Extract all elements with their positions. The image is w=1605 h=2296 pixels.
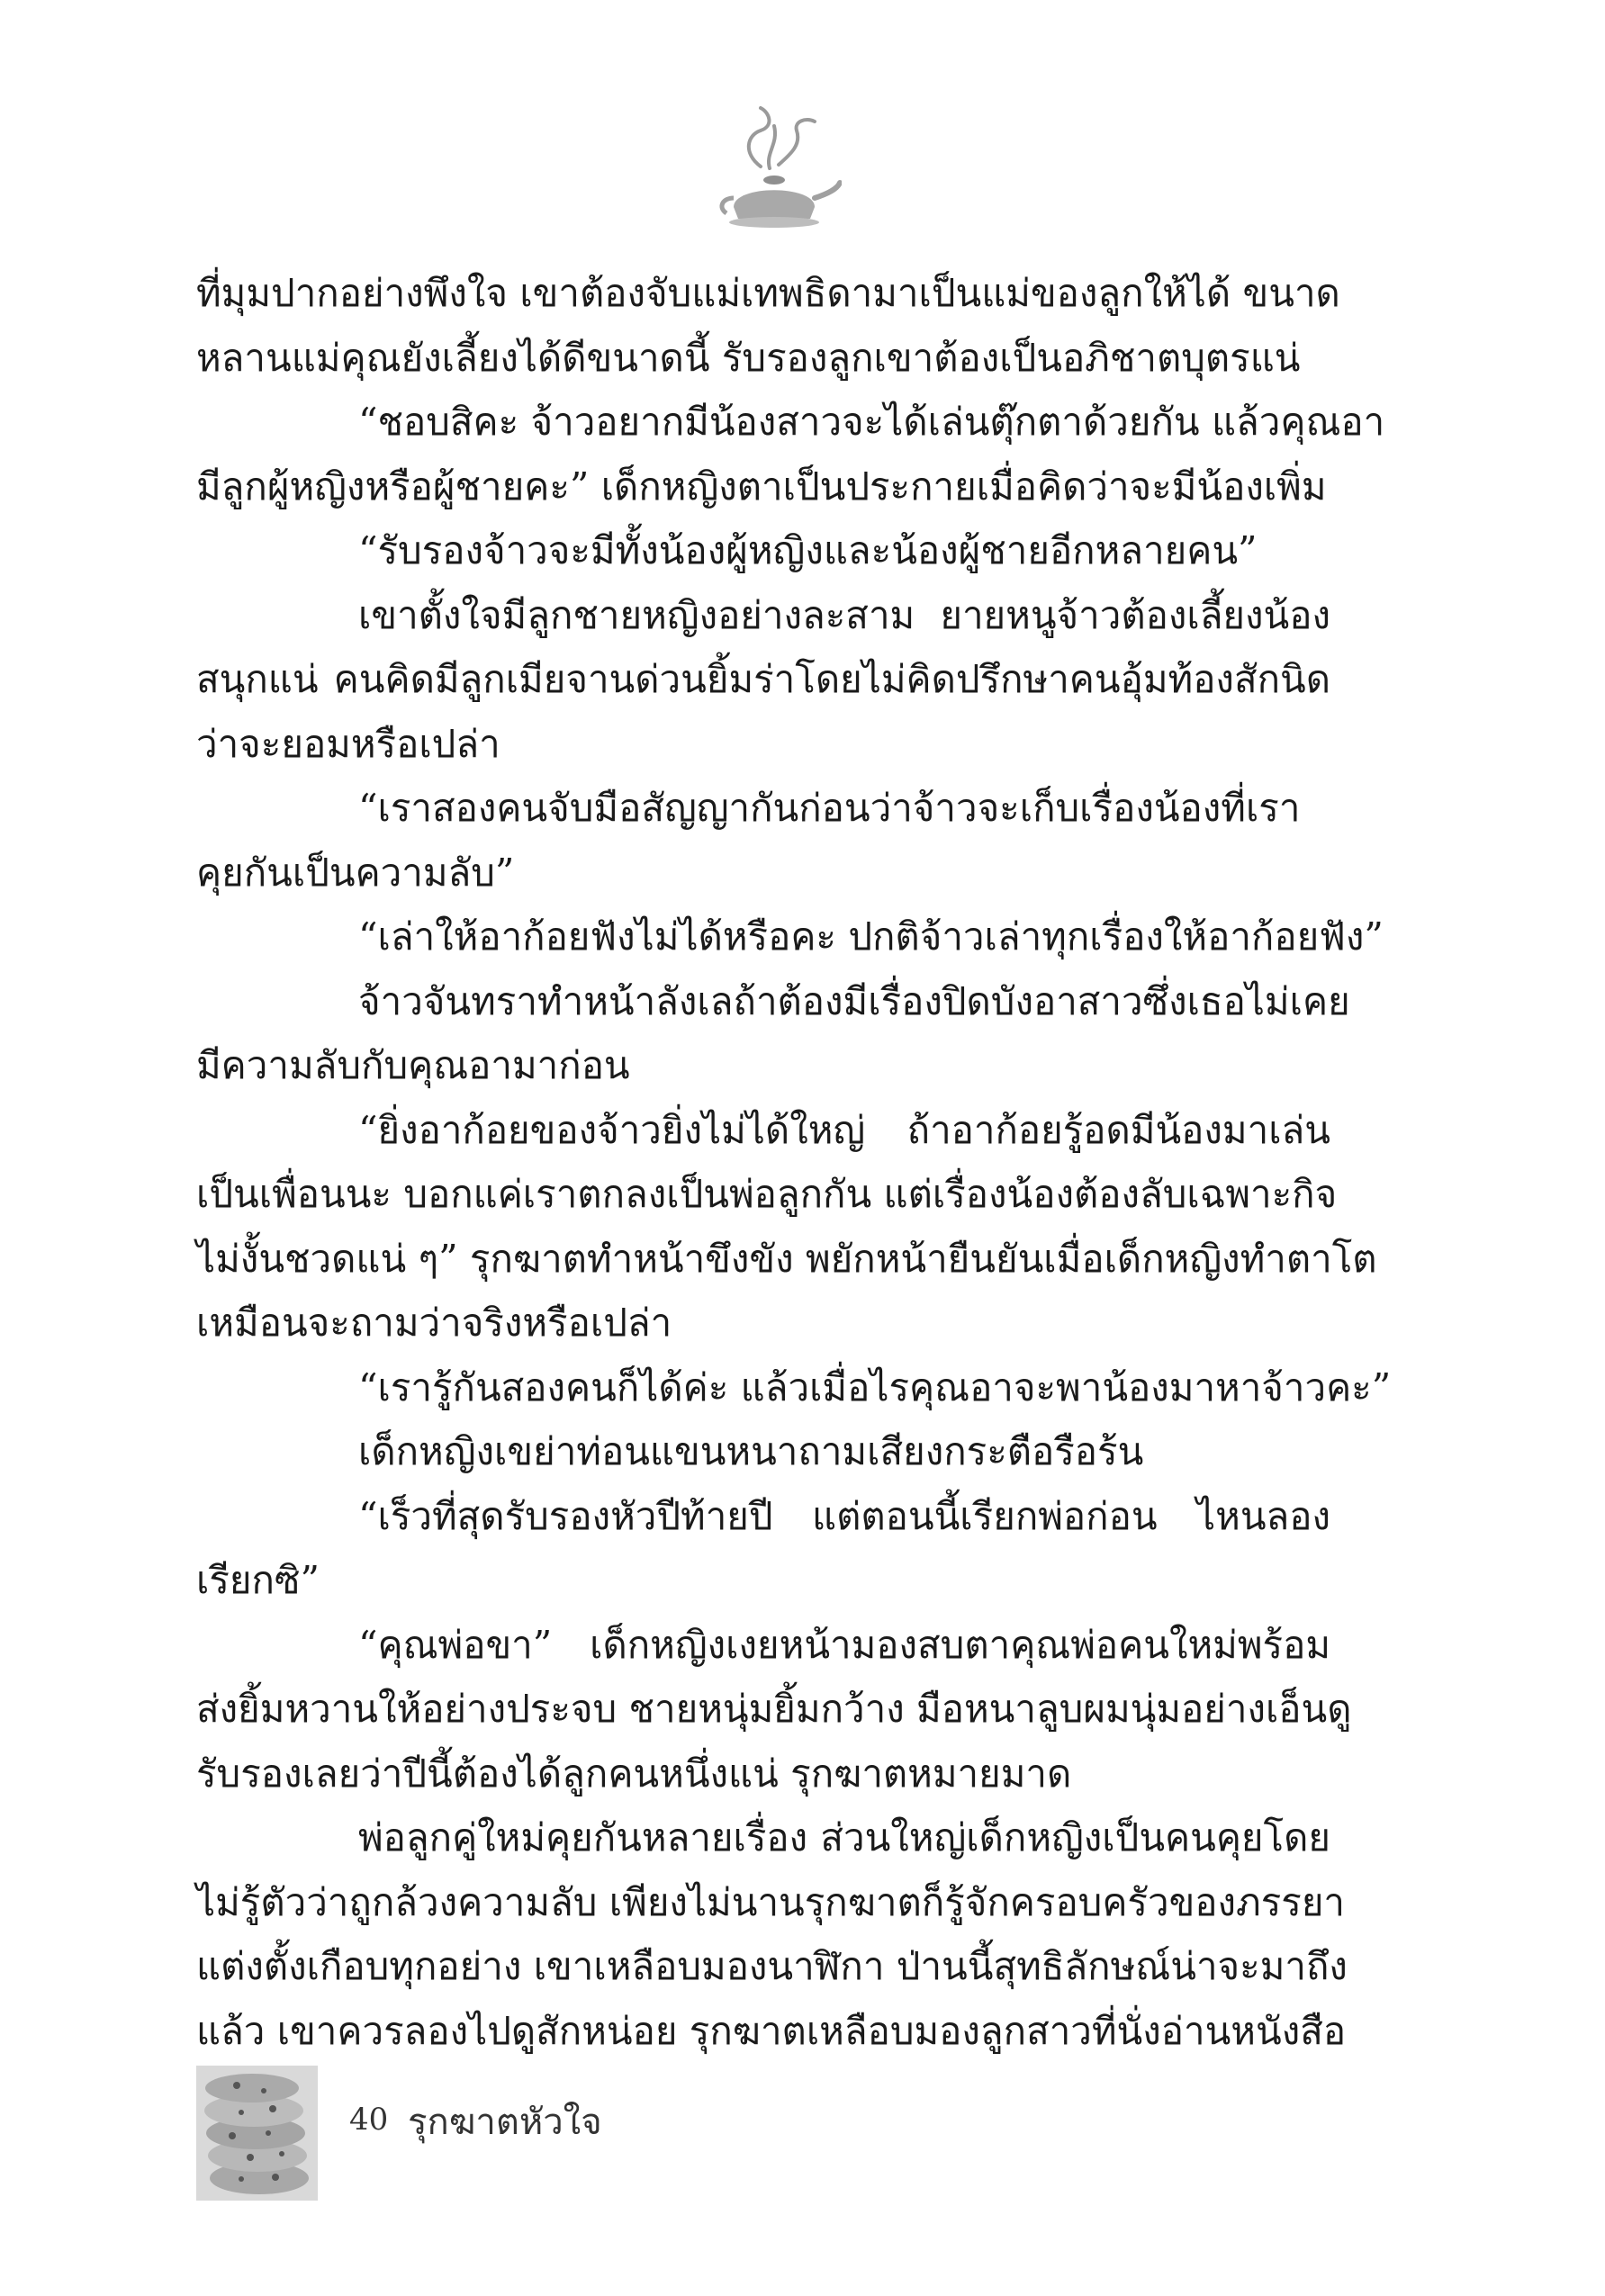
text-line: เหมือนจะถามว่าจริงหรือเปล่า: [196, 1301, 672, 1345]
text-line: ไม่งั้นชวดแน่ ๆ” รุกฆาตทำหน้าขึงขัง พยักหน้ายืนยันเมื่อเด็กหญิงทำตาโต: [196, 1236, 1377, 1281]
text-line: “ยิ่งอาก้อยของจ้าวยิ่งไม่ได้ใหญ่ ถ้าอาก้อยรู้อดมีน้องมาเล่น: [358, 1107, 1330, 1152]
text-line: “เราสองคนจับมือสัญญากันก่อนว่าจ้าวจะเก็บเรื่องน้องที่เรา: [358, 786, 1301, 830]
page-footer: [196, 2066, 736, 2201]
text-line: “รับรองจ้าวจะมีทั้งน้องผู้หญิงและน้องผู้ชายอีกหลายคน”: [358, 528, 1258, 572]
text-line: หลานแม่คุณยังเลี้ยงได้ดีขนาดนี้ รับรองลูกเขาต้องเป็นอภิชาตบุตรแน่: [196, 335, 1301, 380]
text-line: ไม่รู้ตัวว่าถูกล้วงความลับ เพียงไม่นานรุกฆาตก็รู้จักครอบครัวของภรรยา: [196, 1879, 1346, 1924]
text-line: จ้าวจันทราทำหน้าลังเลถ้าต้องมีเรื่องปิดบังอาสาวซึ่งเธอไม่เคย: [358, 978, 1350, 1023]
text-line: มีความลับกับคุณอามาก่อน: [196, 1043, 630, 1087]
text-line: ส่งยิ้มหวานให้อย่างประจบ ชายหนุ่มยิ้มกว้าง มือหนาลูบผมนุ่มอย่างเอ็นดู: [196, 1687, 1352, 1731]
cookie-stack-icon: [196, 2066, 318, 2201]
text-line: “เร็วที่สุดรับรองหัวปีท้ายปี แต่ตอนนี้เรียกพ่อก่อน ไหนลอง: [358, 1493, 1330, 1538]
text-line: พ่อลูกคู่ใหม่คุยกันหลายเรื่อง ส่วนใหญ่เด็กหญิงเป็นคนคุยโดย: [358, 1815, 1330, 1859]
text-line: “เรารู้กันสองคนก็ได้ค่ะ แล้วเมื่อไรคุณอาจะพาน้องมาหาจ้าวคะ”: [358, 1364, 1392, 1409]
text-line: เป็นเพื่อนนะ บอกแค่เราตกลงเป็นพ่อลูกกัน แต่เรื่องน้องต้องลับเฉพาะกิจ: [196, 1172, 1338, 1216]
text-line: แล้ว เขาควรลองไปดูสักหน่อย รุกฆาตเหลือบมองลูกสาวที่นั่งอ่านหนังสือ: [196, 2008, 1347, 2053]
text-line: เด็กหญิงเขย่าท่อนแขนหนาถามเสียงกระตือรือร้น: [358, 1429, 1144, 1473]
text-line: ที่มุมปากอย่างพึงใจ เขาต้องจับแม่เทพธิดามาเป็นแม่ของลูกให้ได้ ขนาด: [196, 271, 1340, 315]
text-line: มีลูกผู้หญิงหรือผู้ชายคะ” เด็กหญิงตาเป็นประกายเมื่อคิดว่าจะมีน้องเพิ่ม: [196, 464, 1327, 509]
body-text: [196, 261, 1392, 2063]
text-line: รับรองเลยว่าปีนี้ต้องได้ลูกคนหนึ่งแน่ รุกฆาตหมายมาด: [196, 1751, 1072, 1796]
text-line: เขาตั้งใจมีลูกชายหญิงอย่างละสาม ยายหนูจ้าวต้องเลี้ยงน้อง: [358, 592, 1330, 637]
text-line: สนุกแน่ คนคิดมีลูกเมียจานด่วนยิ้มร่าโดยไม่คิดปรึกษาคนอุ้มท้องสักนิด: [196, 657, 1330, 701]
text-line: แต่งตั้งเกือบทุกอย่าง เขาเหลือบมองนาฬิกา ป่านนี้สุทธิลักษณ์น่าจะมาถึง: [196, 1944, 1348, 1988]
text-line: “คุณพ่อขา” เด็กหญิงเงยหน้ามองสบตาคุณพ่อคนใหม่พร้อม: [358, 1622, 1330, 1667]
text-line: “ชอบสิคะ จ้าวอยากมีน้องสาวจะได้เล่นตุ๊กตาด้วยกัน แล้วคุณอา: [358, 400, 1385, 444]
text-line: ว่าจะยอมหรือเปล่า: [196, 721, 500, 766]
running-title: รุกฆาตหัวใจ: [408, 2102, 602, 2143]
text-line: “เล่าให้อาก้อยฟังไม่ได้หรือคะ ปกติจ้าวเล่าทุกเรื่องให้อาก้อยฟัง”: [358, 914, 1384, 959]
teapot-steam-icon: [707, 104, 842, 239]
text-line: คุยกันเป็นความลับ”: [196, 850, 515, 895]
page-number: 40: [349, 2102, 389, 2138]
text-line: เรียกซิ”: [196, 1558, 320, 1602]
